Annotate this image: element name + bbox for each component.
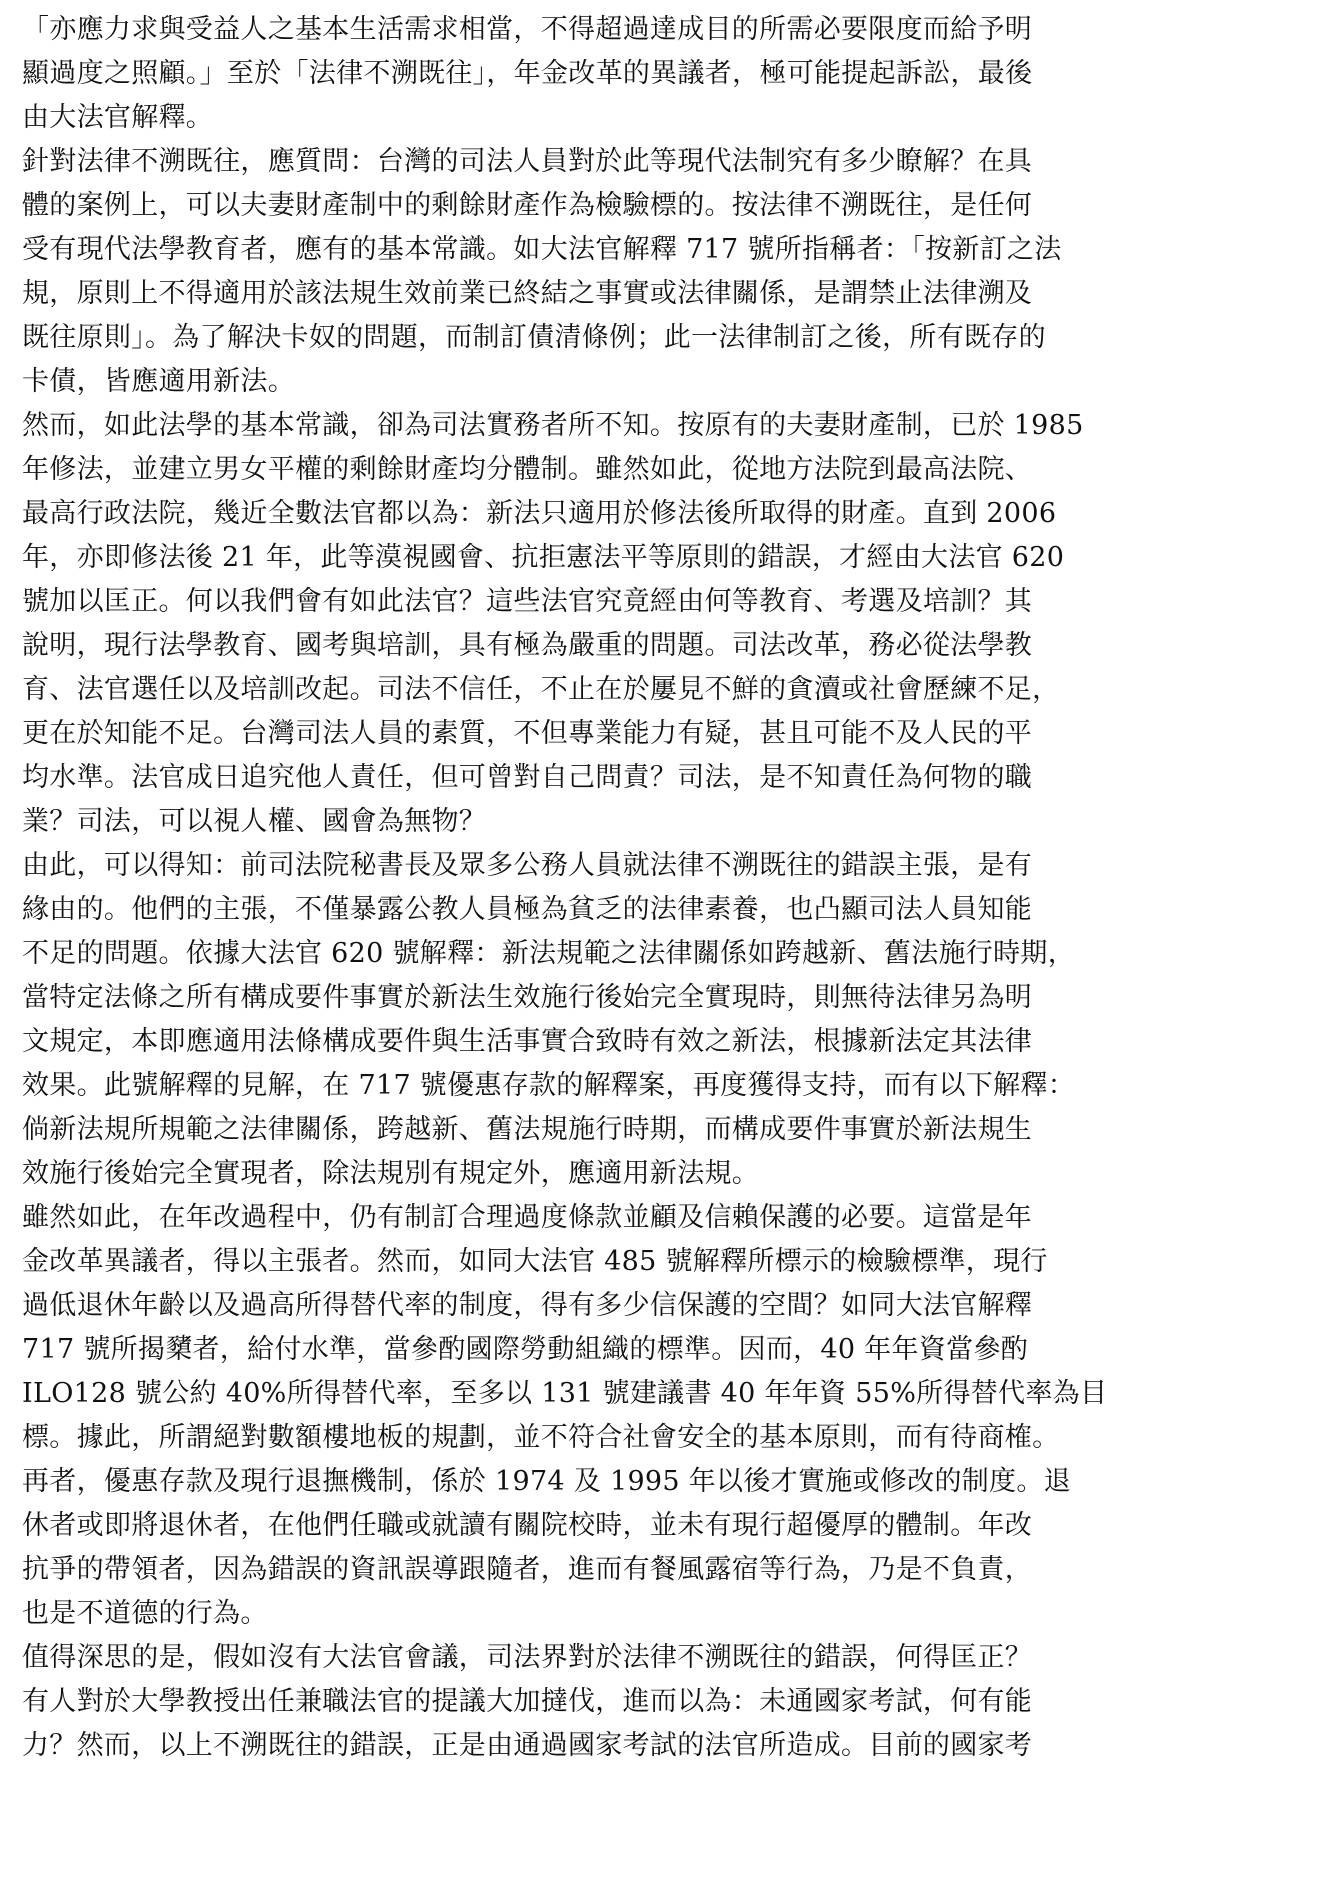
text-line: 顯過度之照顧。」至於「法律不溯既往」，年金改革的異議者，極可能提起訴訟，最後 bbox=[22, 58, 1033, 89]
text-line: 體的案例上，可以夫妻財產制中的剩餘財產作為檢驗標的。按法律不溯既往，是任何 bbox=[22, 190, 1033, 221]
text-line: 說明，現行法學教育、國考與培訓，具有極為嚴重的問題。司法改革，務必從法學教 bbox=[22, 630, 1033, 661]
text-line: ILO128 號公約 40%所得替代率，至多以 131 號建議書 40 年年資 55%所得替代率為目 bbox=[22, 1378, 1108, 1409]
text-line: 受有現代法學教育者，應有的基本常識。如大法官解釋 717 號所指稱者：「按新訂之法 bbox=[22, 234, 1062, 265]
text-line: 業？司法，可以視人權、國會為無物？ bbox=[22, 806, 487, 837]
text-line: 然而，如此法學的基本常識，卻為司法實務者所不知。按原有的夫妻財產制，已於 1985 bbox=[22, 410, 1084, 441]
text-line: 均水準。法官成日追究他人責任，但可曾對自己問責？司法，是不知責任為何物的職 bbox=[22, 762, 1033, 793]
text-line: 號加以匡正。何以我們會有如此法官？這些法官究竟經由何等教育、考選及培訓？其 bbox=[22, 586, 1033, 617]
text-line: 當特定法條之所有構成要件事實於新法生效施行後始完全實現時，則無待法律另為明 bbox=[22, 982, 1033, 1013]
text-line: 「亦應力求與受益人之基本生活需求相當，不得超過達成目的所需必要限度而給予明 bbox=[22, 14, 1033, 45]
text-line: 標。據此，所謂絕對數額樓地板的規劃，並不符合社會安全的基本原則，而有待商榷。 bbox=[22, 1422, 1060, 1453]
text-line: 效果。此號解釋的見解，在 717 號優惠存款的解釋案，再度獲得支持，而有以下解釋： bbox=[22, 1070, 1075, 1101]
text-line: 有人對於大學教授出任兼職法官的提議大加撻伐，進而以為：未通國家考試，何有能 bbox=[22, 1686, 1033, 1717]
text-line: 抗爭的帶領者，因為錯誤的資訊誤導跟隨者，進而有餐風露宿等行為，乃是不負責， bbox=[22, 1554, 1033, 1585]
text-line: 也是不道德的行為。 bbox=[22, 1598, 268, 1629]
text-line: 力？然而，以上不溯既往的錯誤，正是由通過國家考試的法官所造成。目前的國家考 bbox=[22, 1730, 1033, 1761]
text-line: 值得深思的是，假如沒有大法官會議，司法界對於法律不溯既往的錯誤，何得匡正？ bbox=[22, 1642, 1033, 1673]
text-line: 過低退休年齡以及過高所得替代率的制度，得有多少信保護的空間？如同大法官解釋 bbox=[22, 1290, 1033, 1321]
text-line: 最高行政法院，幾近全數法官都以為：新法只適用於修法後所取得的財產。直到 2006 bbox=[22, 498, 1057, 529]
text-line: 休者或即將退休者，在他們任職或就讀有關院校時，並未有現行超優厚的體制。年改 bbox=[22, 1510, 1033, 1541]
text-line: 年修法，並建立男女平權的剩餘財產均分體制。雖然如此，從地方法院到最高法院、 bbox=[22, 454, 1033, 485]
text-line: 既往原則」。為了解決卡奴的問題，而制訂債清條例；此一法律制訂之後，所有既存的 bbox=[22, 322, 1046, 353]
text-line: 金改革異議者，得以主張者。然而，如同大法官 485 號解釋所標示的檢驗標準，現行 bbox=[22, 1246, 1048, 1277]
text-line: 由此，可以得知：前司法院秘書長及眾多公務人員就法律不溯既往的錯誤主張，是有 bbox=[22, 850, 1033, 881]
text-line: 緣由的。他們的主張，不僅暴露公教人員極為貧乏的法律素養，也凸顯司法人員知能 bbox=[22, 894, 1033, 925]
text-line: 更在於知能不足。台灣司法人員的素質，不但專業能力有疑，甚且可能不及人民的平 bbox=[22, 718, 1033, 749]
text-line: 717 號所揭櫫者，給付水準，當參酌國際勞動組織的標準。因而，40 年年資當參酌 bbox=[22, 1334, 1029, 1365]
text-line: 卡債，皆應適用新法。 bbox=[22, 366, 295, 397]
text-line: 雖然如此，在年改過程中，仍有制訂合理過度條款並顧及信賴保護的必要。這當是年 bbox=[22, 1202, 1033, 1233]
text-line: 文規定，本即應適用法條構成要件與生活事實合致時有效之新法，根據新法定其法律 bbox=[22, 1026, 1033, 1057]
text-line: 由大法官解釋。 bbox=[22, 102, 214, 133]
text-line: 育、法官選任以及培訓改起。司法不信任，不止在於屢見不鮮的貪瀆或社會歷練不足， bbox=[22, 674, 1060, 705]
text-line: 再者，優惠存款及現行退撫機制，係於 1974 及 1995 年以後才實施或修改的制度。退 bbox=[22, 1466, 1071, 1497]
text-line: 不足的問題。依據大法官 620 號解釋：新法規範之法律關係如跨越新、舊法施行時期， bbox=[22, 938, 1075, 969]
text-line: 規，原則上不得適用於該法規生效前業已終結之事實或法律關係，是謂禁止法律溯及 bbox=[22, 278, 1033, 309]
text-line: 年，亦即修法後 21 年，此等漠視國會、抗拒憲法平等原則的錯誤，才經由大法官 620 bbox=[22, 542, 1065, 573]
text-line: 效施行後始完全實現者，除法規別有規定外，應適用新法規。 bbox=[22, 1158, 760, 1189]
document-page bbox=[22, 8, 1274, 1886]
text-line: 倘新法規所規範之法律關係，跨越新、舊法規施行時期，而構成要件事實於新法規生 bbox=[22, 1114, 1033, 1145]
text-line: 針對法律不溯既往，應質問：台灣的司法人員對於此等現代法制究有多少瞭解？在具 bbox=[22, 146, 1033, 177]
